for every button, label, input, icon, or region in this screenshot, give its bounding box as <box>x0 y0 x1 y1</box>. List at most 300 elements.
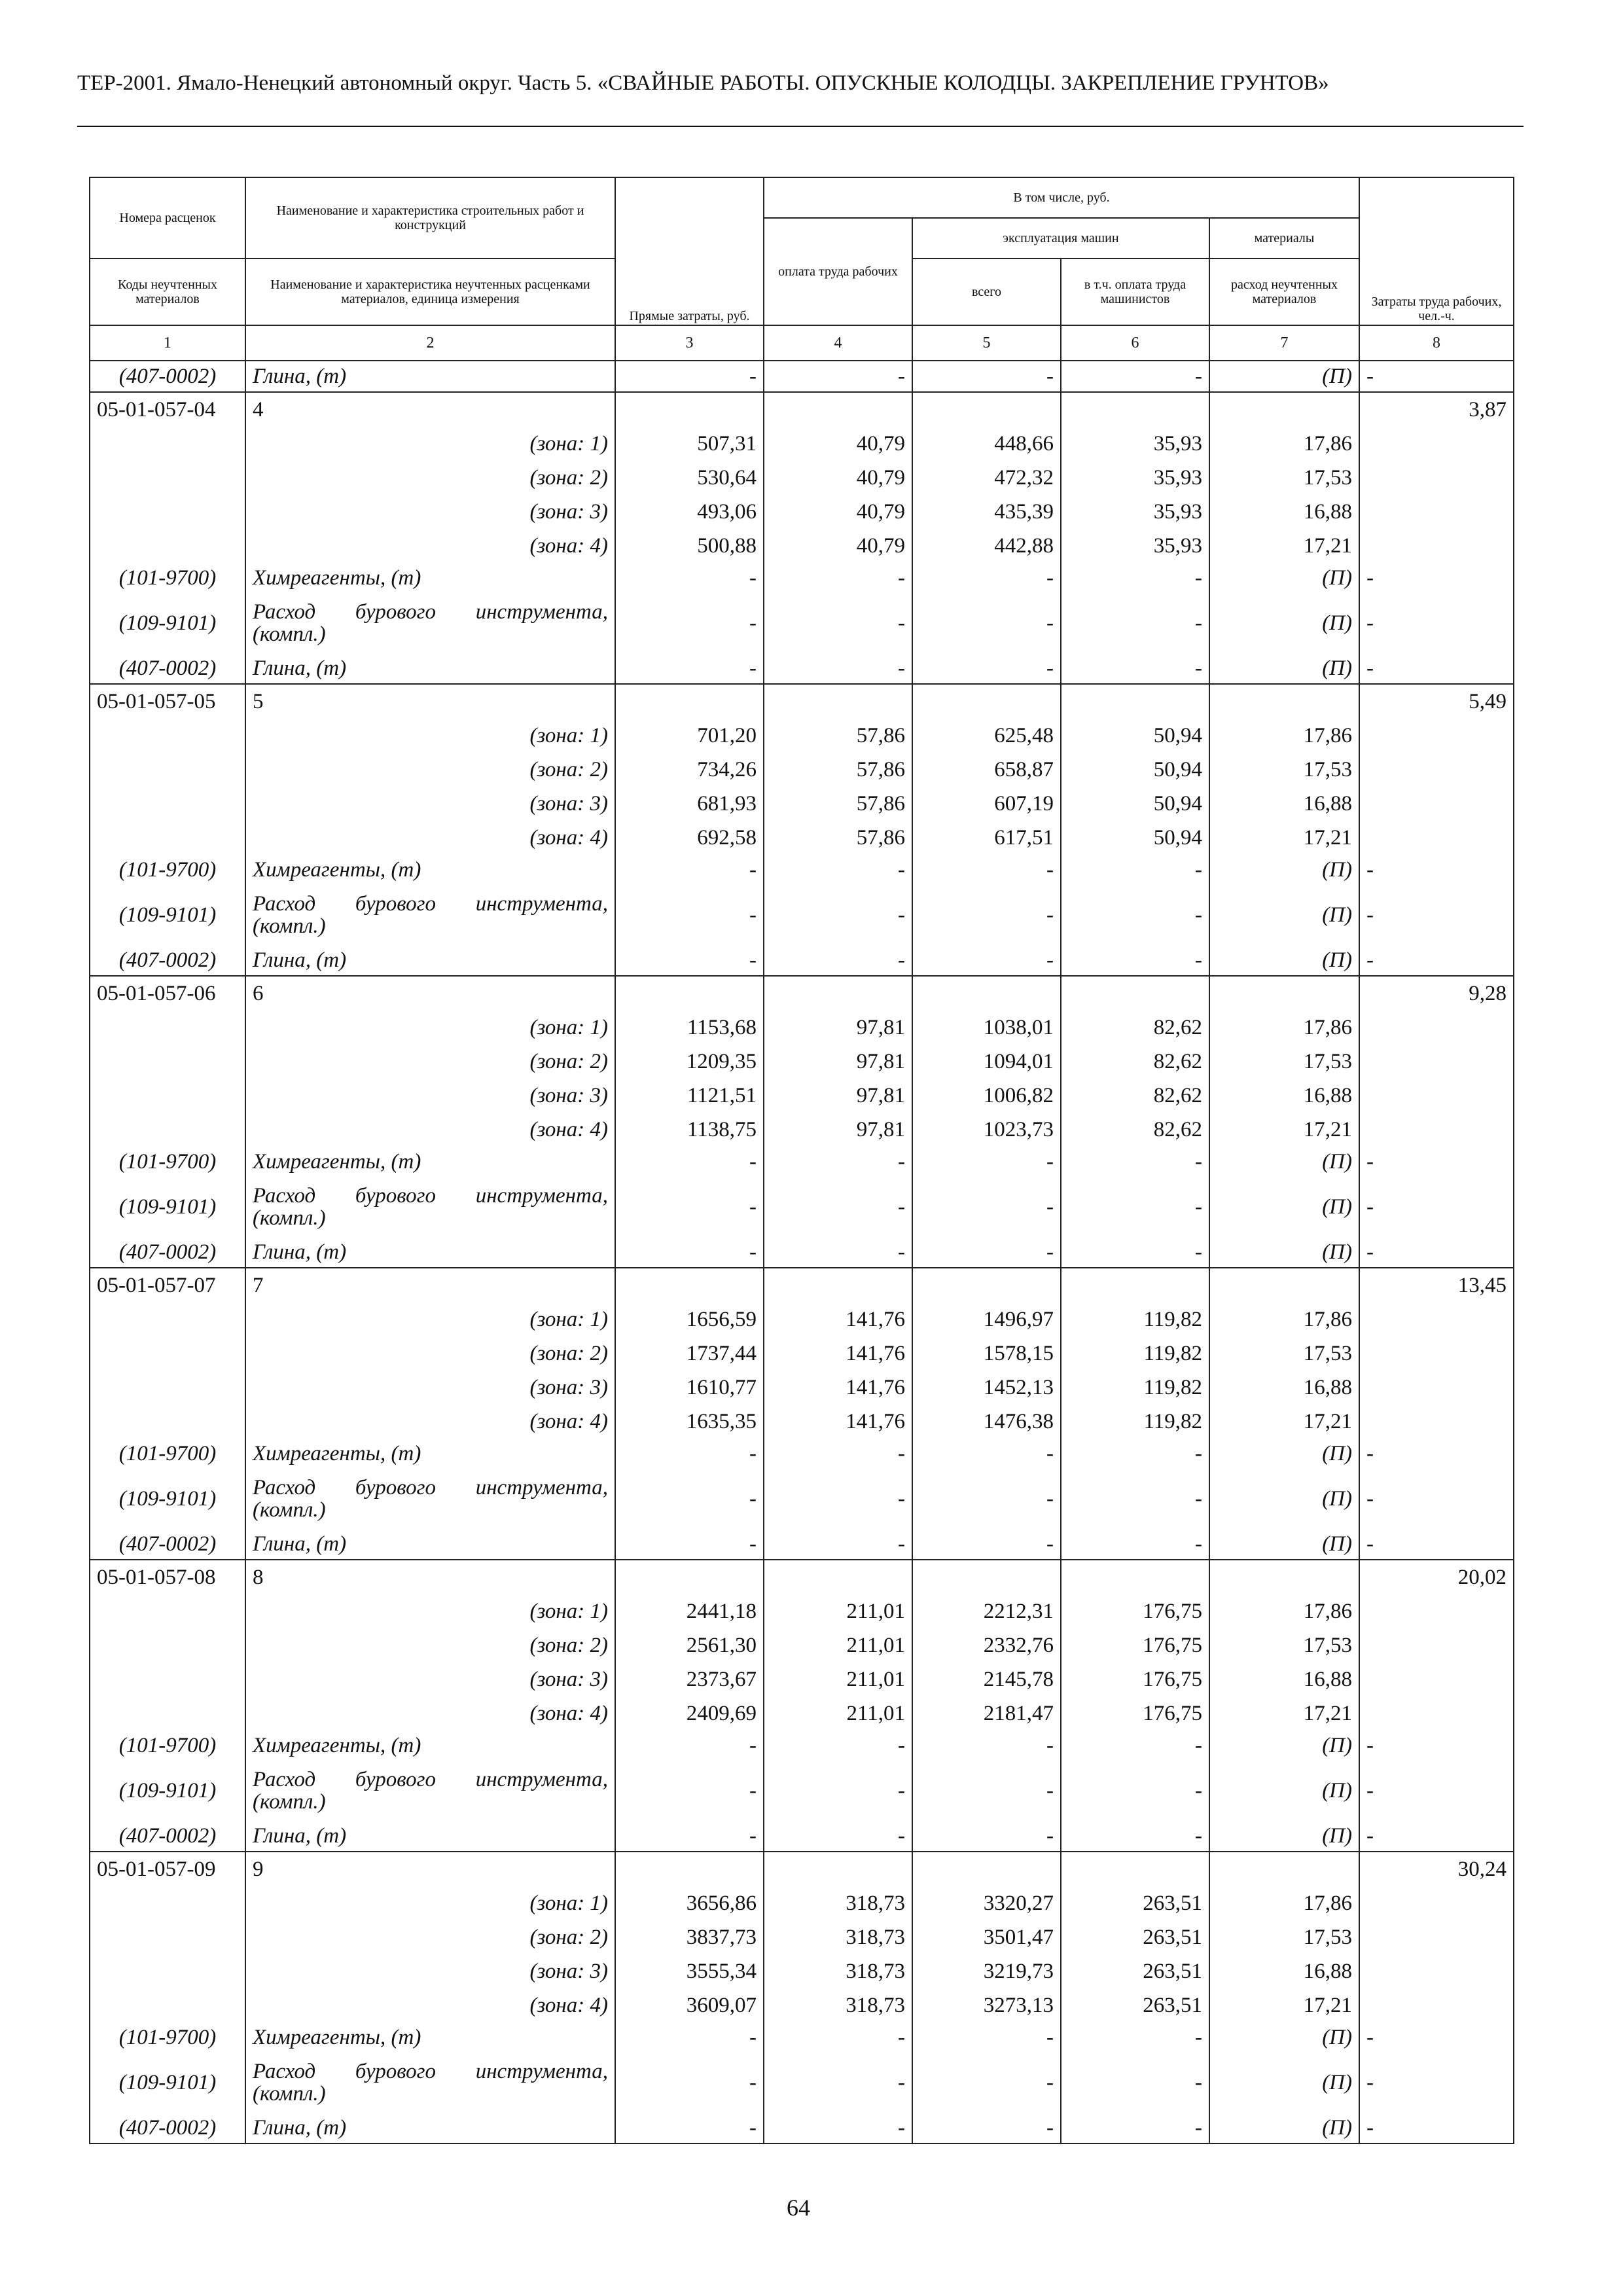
col2-top-header: Наименование и характеристика строительных работ и конструкций <box>245 177 615 259</box>
zone-label: (зона: 2) <box>245 1920 615 1954</box>
material-name: Глина, (т) <box>245 653 615 684</box>
material-code: (101-9700) <box>90 855 245 885</box>
rate-code: 05-01-057-05 <box>90 684 245 719</box>
cell-labor-hours: - <box>1359 855 1514 885</box>
cell-labor-hours: - <box>1359 1147 1514 1177</box>
cell-direct-cost: 2441,18 <box>615 1594 764 1628</box>
empty-cell <box>1061 684 1209 719</box>
cell-machinist-pay: 119,82 <box>1061 1336 1209 1371</box>
table-body <box>90 361 1514 2144</box>
empty-cell <box>1359 1696 1514 1731</box>
resource-row <box>90 2022 1514 2053</box>
material-name-word: Расход <box>253 2060 316 2083</box>
material-code: (109-9101) <box>90 1177 245 1237</box>
zone-row <box>90 821 1514 855</box>
cell-machinist-pay: 82,62 <box>1061 1045 1209 1079</box>
cell-machines-total: - <box>912 1821 1061 1852</box>
cell-labor-pay: - <box>764 855 912 885</box>
resource-row <box>90 563 1514 593</box>
cell-labor-pay: - <box>764 885 912 945</box>
cell-machinist-pay: 176,75 <box>1061 1628 1209 1662</box>
resource-row <box>90 1731 1514 1761</box>
empty-cell <box>1061 976 1209 1011</box>
cell-machinist-pay: - <box>1061 1529 1209 1560</box>
cell-labor-hours: - <box>1359 1177 1514 1237</box>
cell-machinist-pay: 119,82 <box>1061 1302 1209 1336</box>
column-number: 6 <box>1061 325 1209 361</box>
empty-cell <box>90 1696 245 1731</box>
rate-row <box>90 1268 1514 1302</box>
cell-machines-total: 1452,13 <box>912 1371 1061 1405</box>
zone-row <box>90 1920 1514 1954</box>
zone-row <box>90 753 1514 787</box>
cell-machines-total: 3320,27 <box>912 1886 1061 1920</box>
resource-row <box>90 1469 1514 1529</box>
cell-machines-total: 1496,97 <box>912 1302 1061 1336</box>
empty-cell <box>90 1045 245 1079</box>
zone-label: (зона: 3) <box>245 1079 615 1113</box>
cell-material-flow: (П) <box>1209 653 1359 684</box>
cell-direct-cost: - <box>615 1731 764 1761</box>
empty-cell <box>615 684 764 719</box>
cell-machinist-pay: 82,62 <box>1061 1079 1209 1113</box>
material-code: (109-9101) <box>90 1761 245 1821</box>
cell-direct-cost: - <box>615 2022 764 2053</box>
resource-row <box>90 1177 1514 1237</box>
cell-materials: 17,53 <box>1209 1628 1359 1662</box>
cell-materials: 17,53 <box>1209 753 1359 787</box>
cell-labor-pay: 57,86 <box>764 753 912 787</box>
empty-cell <box>1359 1079 1514 1113</box>
cell-labor-pay: - <box>764 1147 912 1177</box>
cell-labor-pay: 141,76 <box>764 1336 912 1371</box>
rate-position: 7 <box>245 1268 615 1302</box>
resource-row <box>90 361 1514 392</box>
cell-materials: 17,21 <box>1209 1113 1359 1147</box>
cell-machines-total: 1006,82 <box>912 1079 1061 1113</box>
cell-labor-hours: - <box>1359 1237 1514 1268</box>
zone-row <box>90 1371 1514 1405</box>
empty-cell <box>1359 1988 1514 2022</box>
empty-cell <box>912 684 1061 719</box>
empty-cell <box>764 1560 912 1594</box>
cell-machines-total: 2212,31 <box>912 1594 1061 1628</box>
empty-cell <box>90 1011 245 1045</box>
cell-materials: 16,88 <box>1209 1954 1359 1988</box>
col1-top-header: Номера расценок <box>90 177 245 259</box>
cell-machines-total: 3219,73 <box>912 1954 1061 1988</box>
material-name-word: бурового <box>355 1476 437 1499</box>
zone-label: (зона: 1) <box>245 1886 615 1920</box>
empty-cell <box>90 1594 245 1628</box>
cell-machinist-pay: 50,94 <box>1061 821 1209 855</box>
cell-machines-total: - <box>912 1731 1061 1761</box>
cell-machinist-pay: - <box>1061 1147 1209 1177</box>
cell-machinist-pay: 263,51 <box>1061 1920 1209 1954</box>
cell-materials: 16,88 <box>1209 1079 1359 1113</box>
rate-labor-hours: 30,24 <box>1359 1852 1514 1886</box>
cell-labor-pay: 318,73 <box>764 1886 912 1920</box>
cell-materials: 17,86 <box>1209 1594 1359 1628</box>
zone-label: (зона: 3) <box>245 1954 615 1988</box>
empty-cell <box>90 1371 245 1405</box>
cell-machinist-pay: - <box>1061 2113 1209 2144</box>
material-name-word: Расход <box>253 600 316 624</box>
cell-machines-total: 2145,78 <box>912 1662 1061 1696</box>
material-name: Глина, (т) <box>245 1237 615 1268</box>
material-name-word: бурового <box>355 1184 437 1208</box>
rate-labor-hours: 13,45 <box>1359 1268 1514 1302</box>
material-code: (101-9700) <box>90 563 245 593</box>
zone-row <box>90 1011 1514 1045</box>
cell-direct-cost: 1635,35 <box>615 1405 764 1439</box>
cell-labor-pay: 211,01 <box>764 1696 912 1731</box>
empty-cell <box>90 461 245 495</box>
zone-label: (зона: 4) <box>245 1405 615 1439</box>
cell-labor-pay: - <box>764 361 912 392</box>
cell-materials: 17,53 <box>1209 461 1359 495</box>
empty-cell <box>1359 1594 1514 1628</box>
zone-label: (зона: 3) <box>245 495 615 529</box>
material-name: Химреагенты, (т) <box>245 1147 615 1177</box>
material-name-word: Расход <box>253 1768 316 1791</box>
cell-direct-cost: - <box>615 1761 764 1821</box>
empty-cell <box>615 1560 764 1594</box>
zone-label: (зона: 4) <box>245 821 615 855</box>
empty-cell <box>90 753 245 787</box>
material-name-word: инструмента, <box>475 1184 608 1208</box>
cell-machines-total: 2332,76 <box>912 1628 1061 1662</box>
cell-material-flow: (П) <box>1209 1147 1359 1177</box>
cell-machines-total: 658,87 <box>912 753 1061 787</box>
resource-row <box>90 855 1514 885</box>
material-code: (407-0002) <box>90 361 245 392</box>
empty-cell <box>764 684 912 719</box>
material-name-word: бурового <box>355 1768 437 1791</box>
cell-machinist-pay: - <box>1061 361 1209 392</box>
cell-labor-pay: 97,81 <box>764 1079 912 1113</box>
cell-labor-pay: 57,86 <box>764 787 912 821</box>
zone-row <box>90 1405 1514 1439</box>
material-code: (407-0002) <box>90 945 245 976</box>
zone-label: (зона: 1) <box>245 1594 615 1628</box>
empty-cell <box>90 1302 245 1336</box>
cell-direct-cost: 507,31 <box>615 427 764 461</box>
col8-header: Затраты труда рабочих, чел.-ч. <box>1359 177 1514 325</box>
material-code: (101-9700) <box>90 1147 245 1177</box>
empty-cell <box>90 1886 245 1920</box>
cell-material-flow: (П) <box>1209 2113 1359 2144</box>
empty-cell <box>1359 719 1514 753</box>
cell-machines-total: 3273,13 <box>912 1988 1061 2022</box>
empty-cell <box>1209 1268 1359 1302</box>
material-name-line <box>253 1185 608 1207</box>
cell-machines-total: 1094,01 <box>912 1045 1061 1079</box>
rate-position: 5 <box>245 684 615 719</box>
material-code: (407-0002) <box>90 1821 245 1852</box>
cell-labor-pay: 57,86 <box>764 719 912 753</box>
empty-cell <box>1061 1852 1209 1886</box>
cell-machinist-pay: - <box>1061 2053 1209 2113</box>
resource-row <box>90 2053 1514 2113</box>
cell-machinist-pay: - <box>1061 855 1209 885</box>
cell-labor-hours: - <box>1359 945 1514 976</box>
cell-machinist-pay: 263,51 <box>1061 1954 1209 1988</box>
cell-labor-pay: 141,76 <box>764 1302 912 1336</box>
cell-labor-pay: - <box>764 563 912 593</box>
cell-machinist-pay: - <box>1061 1439 1209 1469</box>
cell-machines-total: - <box>912 1177 1061 1237</box>
cell-material-flow: (П) <box>1209 2053 1359 2113</box>
cell-direct-cost: - <box>615 1469 764 1529</box>
zone-row <box>90 1302 1514 1336</box>
cell-machines-total: - <box>912 1147 1061 1177</box>
cell-labor-pay: - <box>764 1469 912 1529</box>
cell-direct-cost: - <box>615 1147 764 1177</box>
resource-row <box>90 1761 1514 1821</box>
cell-labor-pay: - <box>764 1439 912 1469</box>
empty-cell <box>1359 427 1514 461</box>
cell-machinist-pay: 35,93 <box>1061 461 1209 495</box>
empty-cell <box>90 1079 245 1113</box>
material-name-word: инструмента, <box>475 600 608 624</box>
cell-machinist-pay: - <box>1061 2022 1209 2053</box>
cell-labor-pay: 141,76 <box>764 1371 912 1405</box>
cell-machines-total: 435,39 <box>912 495 1061 529</box>
empty-cell <box>1359 1011 1514 1045</box>
empty-cell <box>1359 753 1514 787</box>
rate-position: 6 <box>245 976 615 1011</box>
empty-cell <box>615 1852 764 1886</box>
zone-row <box>90 427 1514 461</box>
empty-cell <box>1359 787 1514 821</box>
cell-material-flow: (П) <box>1209 1821 1359 1852</box>
empty-cell <box>1359 1628 1514 1662</box>
cell-machinist-pay: - <box>1061 945 1209 976</box>
cell-labor-pay: 318,73 <box>764 1954 912 1988</box>
cell-machinist-pay: 82,62 <box>1061 1113 1209 1147</box>
cell-direct-cost: - <box>615 885 764 945</box>
cell-labor-hours: - <box>1359 885 1514 945</box>
cell-labor-hours: - <box>1359 1439 1514 1469</box>
empty-cell <box>90 787 245 821</box>
cell-labor-hours: - <box>1359 2053 1514 2113</box>
empty-cell <box>90 1988 245 2022</box>
cell-labor-pay: - <box>764 593 912 653</box>
cell-machinist-pay: 35,93 <box>1061 495 1209 529</box>
material-name-word: инструмента, <box>475 1476 608 1499</box>
cell-labor-pay: - <box>764 1761 912 1821</box>
empty-cell <box>90 821 245 855</box>
cell-direct-cost: 734,26 <box>615 753 764 787</box>
cell-materials: 16,88 <box>1209 495 1359 529</box>
material-code: (109-9101) <box>90 1469 245 1529</box>
zone-label: (зона: 3) <box>245 1662 615 1696</box>
material-name-line <box>253 1768 608 1791</box>
cell-machines-total: 625,48 <box>912 719 1061 753</box>
header-rule <box>77 126 1524 127</box>
cell-direct-cost: 2561,30 <box>615 1628 764 1662</box>
cell-material-flow: (П) <box>1209 1439 1359 1469</box>
empty-cell <box>1359 1886 1514 1920</box>
zone-row <box>90 1886 1514 1920</box>
cell-labor-pay: 211,01 <box>764 1594 912 1628</box>
cell-machinist-pay: - <box>1061 653 1209 684</box>
cell-materials: 17,86 <box>1209 719 1359 753</box>
cell-direct-cost: - <box>615 1529 764 1560</box>
cell-direct-cost: 1656,59 <box>615 1302 764 1336</box>
empty-cell <box>90 719 245 753</box>
cell-machinist-pay: 50,94 <box>1061 753 1209 787</box>
cell-materials: 17,53 <box>1209 1920 1359 1954</box>
zone-row <box>90 529 1514 563</box>
material-name-line: (компл.) <box>253 914 326 938</box>
material-code: (109-9101) <box>90 885 245 945</box>
column-number: 8 <box>1359 325 1514 361</box>
cell-machines-total: 1023,73 <box>912 1113 1061 1147</box>
rate-code: 05-01-057-06 <box>90 976 245 1011</box>
cell-direct-cost: 692,58 <box>615 821 764 855</box>
cell-machines-total: - <box>912 2053 1061 2113</box>
cell-direct-cost: 3656,86 <box>615 1886 764 1920</box>
zone-label: (зона: 1) <box>245 719 615 753</box>
cell-machinist-pay: 176,75 <box>1061 1594 1209 1628</box>
zone-row <box>90 1954 1514 1988</box>
cell-machinist-pay: - <box>1061 1177 1209 1237</box>
cell-machines-total: - <box>912 1761 1061 1821</box>
cell-machines-total: 442,88 <box>912 529 1061 563</box>
empty-cell <box>90 495 245 529</box>
material-code: (109-9101) <box>90 593 245 653</box>
page-header <box>77 71 1524 96</box>
empty-cell <box>1359 529 1514 563</box>
material-code: (407-0002) <box>90 1237 245 1268</box>
material-name: Глина, (т) <box>245 2113 615 2144</box>
empty-cell <box>1209 684 1359 719</box>
cell-machinist-pay: - <box>1061 1821 1209 1852</box>
cell-material-flow: (П) <box>1209 1529 1359 1560</box>
column-number: 2 <box>245 325 615 361</box>
cell-direct-cost: 3609,07 <box>615 1988 764 2022</box>
material-name-word: инструмента, <box>475 2060 608 2083</box>
page-number: 64 <box>787 2195 810 2221</box>
cell-machines-total: 1038,01 <box>912 1011 1061 1045</box>
cell-direct-cost: 1153,68 <box>615 1011 764 1045</box>
resource-row <box>90 2113 1514 2144</box>
cell-direct-cost: 3837,73 <box>615 1920 764 1954</box>
zone-row <box>90 461 1514 495</box>
cell-direct-cost: - <box>615 593 764 653</box>
cell-direct-cost: - <box>615 855 764 885</box>
material-name: Глина, (т) <box>245 945 615 976</box>
material-name-line: (компл.) <box>253 1206 326 1230</box>
material-name-line <box>253 893 608 915</box>
empty-cell <box>90 1628 245 1662</box>
empty-cell <box>1209 976 1359 1011</box>
column-number: 5 <box>912 325 1061 361</box>
cell-labor-pay: 318,73 <box>764 1988 912 2022</box>
empty-cell <box>615 392 764 427</box>
rate-row <box>90 976 1514 1011</box>
cell-direct-cost: - <box>615 1237 764 1268</box>
empty-cell <box>1359 1662 1514 1696</box>
rate-position: 9 <box>245 1852 615 1886</box>
cell-material-flow: (П) <box>1209 1469 1359 1529</box>
empty-cell <box>1359 1954 1514 1988</box>
resource-row <box>90 945 1514 976</box>
empty-cell <box>90 1405 245 1439</box>
zone-row <box>90 1988 1514 2022</box>
cell-materials: 16,88 <box>1209 1371 1359 1405</box>
cell-machines-total: - <box>912 2022 1061 2053</box>
cell-machines-total: - <box>912 1237 1061 1268</box>
rate-code: 05-01-057-08 <box>90 1560 245 1594</box>
cell-machines-total: - <box>912 361 1061 392</box>
cell-labor-hours: - <box>1359 1821 1514 1852</box>
cell-machines-total: 3501,47 <box>912 1920 1061 1954</box>
resource-row <box>90 1237 1514 1268</box>
cell-machines-total: - <box>912 653 1061 684</box>
cell-direct-cost: 701,20 <box>615 719 764 753</box>
material-name-word: инструмента, <box>475 892 608 916</box>
cell-machinist-pay: 82,62 <box>1061 1011 1209 1045</box>
empty-cell <box>90 1336 245 1371</box>
zone-row <box>90 787 1514 821</box>
cell-material-flow: (П) <box>1209 885 1359 945</box>
material-code: (407-0002) <box>90 2113 245 2144</box>
cell-labor-hours: - <box>1359 563 1514 593</box>
cell-direct-cost: - <box>615 2113 764 2144</box>
cell-direct-cost: - <box>615 653 764 684</box>
resource-row <box>90 1439 1514 1469</box>
col1-bottom-header: Коды неучтенных материалов <box>90 259 245 325</box>
cell-labor-hours: - <box>1359 1529 1514 1560</box>
material-name-line: (компл.) <box>253 1790 326 1814</box>
cell-machinist-pay: 35,93 <box>1061 427 1209 461</box>
cell-direct-cost: 681,93 <box>615 787 764 821</box>
cell-labor-pay: 318,73 <box>764 1920 912 1954</box>
rate-row <box>90 392 1514 427</box>
empty-cell <box>1209 392 1359 427</box>
cell-material-flow: (П) <box>1209 593 1359 653</box>
material-name: Глина, (т) <box>245 1529 615 1560</box>
cell-labor-pay: - <box>764 653 912 684</box>
cell-material-flow: (П) <box>1209 1177 1359 1237</box>
cell-material-flow: (П) <box>1209 2022 1359 2053</box>
empty-cell <box>1359 495 1514 529</box>
cell-direct-cost: 530,64 <box>615 461 764 495</box>
resource-row <box>90 1821 1514 1852</box>
empty-cell <box>1359 1371 1514 1405</box>
empty-cell <box>912 1852 1061 1886</box>
material-code: (101-9700) <box>90 1731 245 1761</box>
empty-cell <box>615 1268 764 1302</box>
column-number: 3 <box>615 325 764 361</box>
cell-material-flow: (П) <box>1209 1237 1359 1268</box>
zone-label: (зона: 4) <box>245 529 615 563</box>
zone-label: (зона: 3) <box>245 1371 615 1405</box>
cell-machines-total: - <box>912 945 1061 976</box>
rates-table <box>89 177 1514 2144</box>
cell-machinist-pay: 50,94 <box>1061 719 1209 753</box>
rate-row <box>90 684 1514 719</box>
empty-cell <box>764 392 912 427</box>
resource-row <box>90 885 1514 945</box>
empty-cell <box>764 976 912 1011</box>
col3-header: Прямые затраты, руб. <box>615 177 764 325</box>
machines-header: эксплуатация машин <box>912 218 1209 259</box>
zone-label: (зона: 2) <box>245 1628 615 1662</box>
